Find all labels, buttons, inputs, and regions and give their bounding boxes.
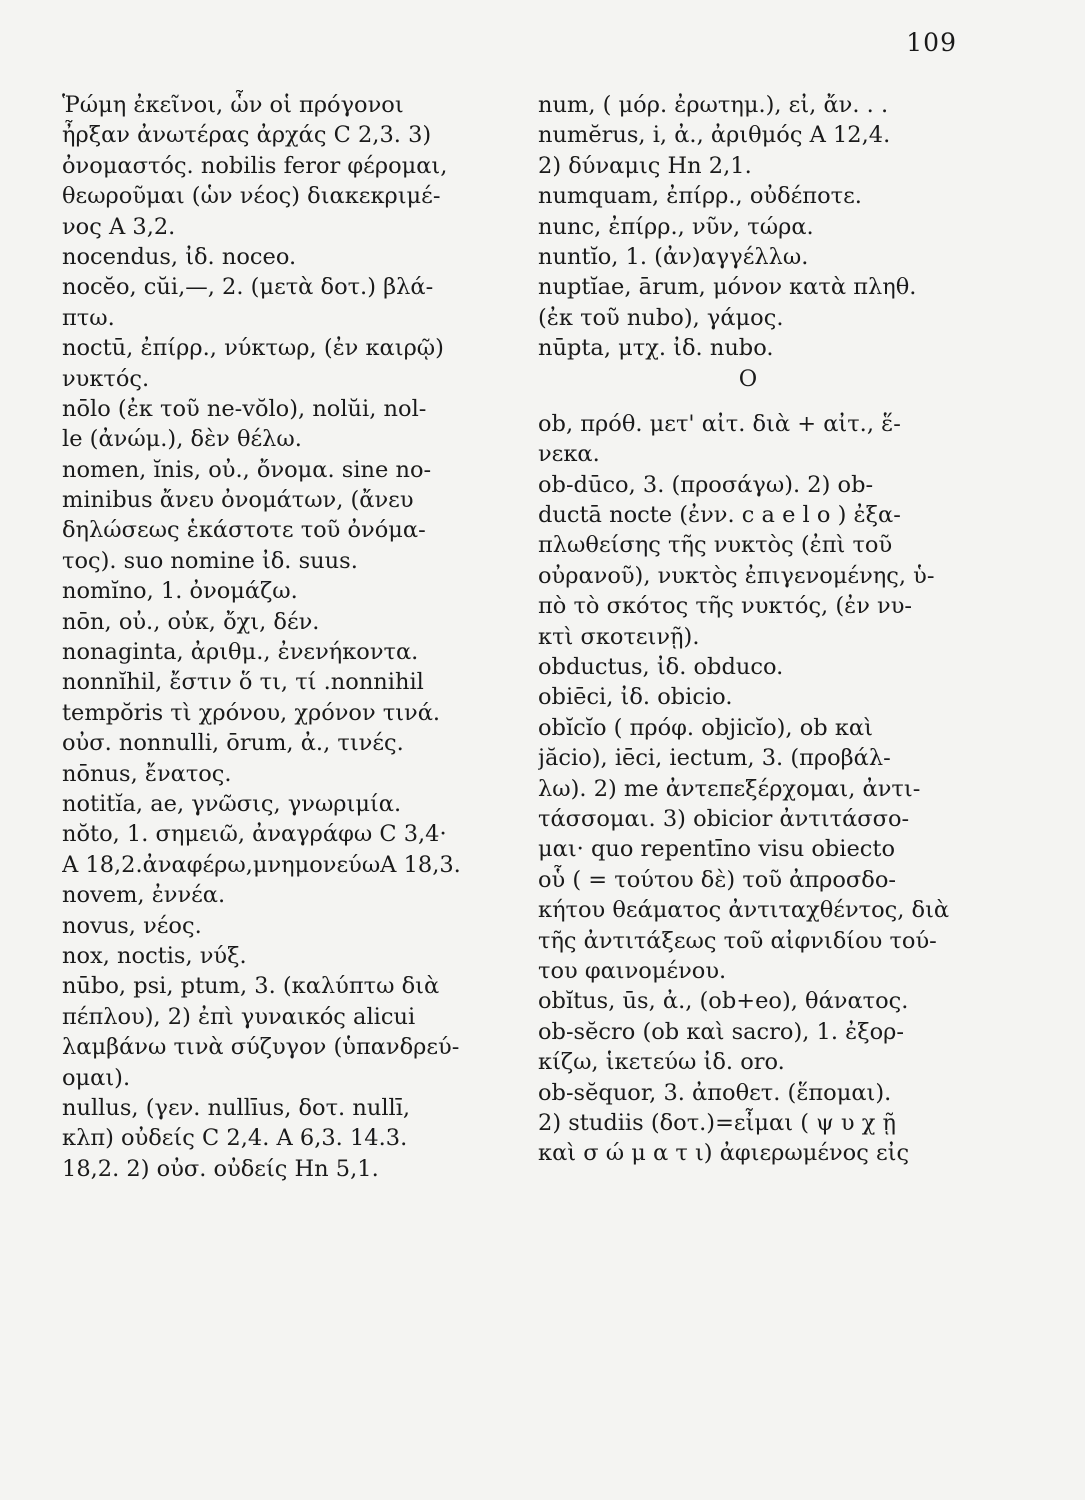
entry-line: noctū, ἐπίρρ., νύκτωρ, (ἐν καιρῷ) [62,335,444,362]
entry-line: Ῥώμη ἐκεῖνοι, ὧν οἱ πρόγονοι [62,92,404,118]
entry-line: nūbo, psi, ptum, 3. (καλύπτω διὰ [62,973,440,1000]
entry-line: num, ( μόρ. ἐρωτημ.), εἰ, ἄν. . . [538,92,889,118]
entry-line: nullus, (γεν. nullīus, δοτ. nullī, [62,1094,411,1121]
entry-line: nuntĭo, 1. (ἀν)αγγέλλω. [538,243,809,270]
entry-line: nunc, ἐπίρρ., νῦν, τώρα. [538,213,814,240]
entry-line: κίζω, ἱκετεύω ἰδ. oro. [538,1049,785,1076]
entry-line: obductus, ἰδ. obduco. [538,654,784,681]
entry-line: A 18,2.ἀναφέρω,μνημονεύωA 18,3. [62,851,461,878]
entry-line: ductā nocte (ἐνν. c a e l o ) ἐξα- [538,502,901,529]
entry-line: minibus ἄνευ ὀνομάτων, (ἄνευ [62,487,414,514]
entry-line: le (ἀνώμ.), δὲν θέλω. [62,426,302,453]
entry-line: ob, πρόθ. μετ' αἰτ. διὰ + αἰτ., ἕ- [538,410,901,437]
entry-line: nuptĭae, ārum, μόνον κατὰ πληθ. [538,274,917,301]
entry-line: πτω. [62,304,115,331]
entry-line: νος A 3,2. [62,213,176,240]
right-column [538,90,988,1169]
entry-line: nocendus, ἰδ. noceo. [62,243,297,270]
entry-line: τάσσομαι. 3) obicior ἀντιτάσσο- [538,805,910,832]
entry-line: κτὶ σκοτεινῇ). [538,623,700,650]
entry-line: κήτου θεάματος ἀντιταχθέντος, διὰ [538,897,950,924]
entry-line: θεωροῦμαι (ὡν νέος) διακεκριμέ- [62,183,441,210]
entry-line: νυκτός. [62,365,150,392]
entry-line: 18,2. 2) οὐσ. οὐδείς Hn 5,1. [62,1155,379,1182]
entry-line: ομαι). [62,1064,131,1091]
entry-line: 2) studiis (δοτ.)=εἶμαι ( ψ υ χ ῇ [538,1109,897,1136]
entry-line: nŏto, 1. σημειῶ, ἀναγράφω C 3,4· [62,821,447,848]
entry-line: nōlo (ἐκ τοῦ ne-vŏlo), nolŭi, nol- [62,395,427,422]
entry-line: novem, ἐννέα. [62,882,226,909]
entry-line: notitĭa, ae, γνῶσις, γνωριμία. [62,790,402,817]
entry-line: πὸ τὸ σκότος τῆς νυκτός, (ἐν νυ- [538,593,912,620]
page-number: 109 [906,28,957,57]
entry-line: ob-sĕcro (ob καὶ sacro), 1. ἐξορ- [538,1018,904,1045]
entry-line: καὶ σ ώ μ α τ ι) ἀφιερωμένος εἰς [538,1140,910,1167]
section-letter-heading: O [738,365,758,392]
entry-line: nūpta, μτχ. ἰδ. nubo. [538,335,774,362]
entry-line: λω). 2) me ἀντεπεξέρχομαι, ἀντι- [538,775,921,802]
entry-line: numquam, ἐπίρρ., οὐδέποτε. [538,183,862,210]
entry-line: οὐσ. nonnulli, ōrum, ἀ., τινές. [62,730,404,757]
entry-line: nomen, ĭnis, οὐ., ὄνομα. sine no- [62,456,432,483]
entry-line: ὀνομαστός. nobilis feror φέρομαι, [62,152,448,179]
entry-line: nōn, οὐ., οὐκ, ὄχι, δέν. [62,608,320,635]
entry-line: μαι· quo repentīno visu obiecto [538,836,895,863]
entry-line: 2) δύναμις Hn 2,1. [538,152,752,179]
entry-line: tempŏris τὶ χρόνου, χρόνον τινά. [62,699,441,726]
entry-line: πλωθείσης τῆς νυκτὸς (ἐπὶ τοῦ [538,532,893,559]
entry-line: του φαινομένου. [538,957,727,984]
entry-line: (ἐκ τοῦ nubo), γάμος. [538,304,784,331]
entry-line: ἦρξαν ἀνωτέρας ἀρχάς C 2,3. 3) [62,122,432,149]
entry-line: δηλώσεως ἑκάστοτε τοῦ ὀνόμα- [62,517,426,544]
entry-line: οὗ ( = τούτου δὲ) τοῦ ἀπροσδο- [538,866,896,893]
entry-line: κλπ) οὐδείς C 2,4. A 6,3. 14.3. [62,1125,408,1152]
entry-line: numĕrus, i, ἀ., ἀριθμός A 12,4. [538,122,891,149]
entry-line: πέπλου), 2) ἐπὶ γυναικός alicui [62,1003,416,1030]
entry-line: jăcio), iēci, iectum, 3. (προβάλ- [538,745,891,772]
left-column [62,90,512,1184]
entry-line: ob-dūco, 3. (προσάγω). 2) ob- [538,471,874,498]
entry-line: obiēci, ἰδ. obicio. [538,684,733,711]
entry-line: λαμβάνω τινὰ σύζυγον (ὑπανδρεύ- [62,1034,460,1061]
entry-line: nonaginta, ἀριθμ., ἐνενήκοντα. [62,639,419,666]
entry-line: nōnus, ἔνατος. [62,760,232,787]
entry-line: οὐρανοῦ), νυκτὸς ἐπιγενομένης, ὑ- [538,562,935,589]
entry-line: nonnĭhil, ἔστιν ὅ τι, τί .nonnihil [62,669,424,696]
entry-line: obĭcĭo ( πρόφ. objicĭo), ob καὶ [538,714,873,741]
entry-line: nomĭno, 1. ὀνομάζω. [62,578,298,605]
entry-line: nox, noctis, νύξ. [62,942,247,969]
section-gap [538,394,988,409]
entry-line: nocĕo, cŭi,—, 2. (μετὰ δοτ.) βλά- [62,274,434,301]
entry-line: ob-sĕquor, 3. ἀποθετ. (ἕπομαι). [538,1079,892,1106]
entry-line: νεκα. [538,441,600,468]
entry-line: obĭtus, ūs, ἀ., (ob+eo), θάνατος. [538,988,909,1015]
entry-line: τῆς ἀντιτάξεως τοῦ αἰφνιδίου τού- [538,927,937,954]
entry-line: novus, νέος. [62,912,202,939]
entry-line: τος). suo nomine ἰδ. suus. [62,547,358,574]
